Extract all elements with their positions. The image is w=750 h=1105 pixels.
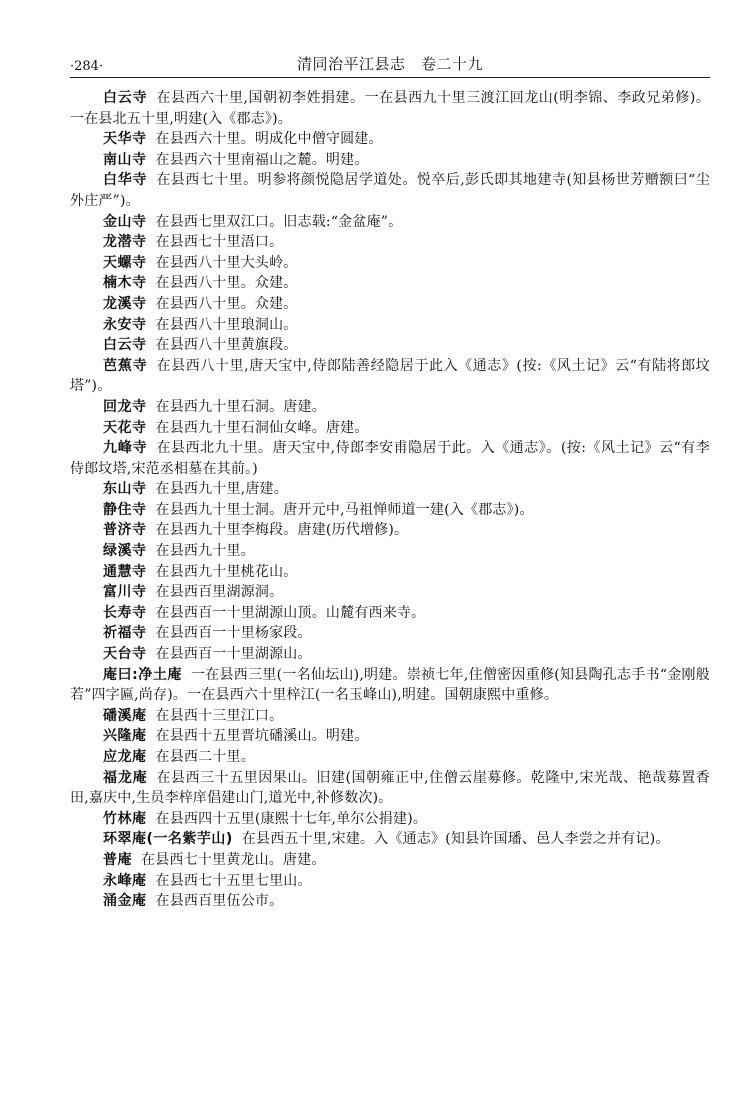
temple-description: 在县西四十五里(康熙十七年,单尔公捐建)。 xyxy=(155,810,428,827)
temple-name: 环翠庵(一名紫芋山) xyxy=(103,831,233,848)
temple-entry xyxy=(70,665,710,706)
temple-entry xyxy=(70,397,710,418)
temple-name: 祈福寺 xyxy=(103,625,147,642)
temple-entry xyxy=(70,170,710,211)
temple-entry xyxy=(70,768,710,809)
temple-name: 涌金庵 xyxy=(103,893,147,910)
temple-description: 在县西百一十里湖源山。 xyxy=(155,646,312,663)
temple-description: 在县西九十里桃花山。 xyxy=(155,563,298,580)
page-number: ·284· xyxy=(70,59,104,74)
temple-description: 在县西十三里江口。 xyxy=(155,707,284,724)
temple-entry xyxy=(70,871,710,892)
temple-name: 福龙庵 xyxy=(103,769,148,786)
temple-entry xyxy=(70,232,710,253)
temple-entry xyxy=(70,582,710,603)
temple-name: 永峰庵 xyxy=(103,872,147,889)
temple-entry xyxy=(70,747,710,768)
temple-entry xyxy=(70,623,710,644)
temple-description: 在县西百里伍公市。 xyxy=(155,893,284,910)
temple-name: 东山寺 xyxy=(103,481,147,498)
temple-description: 在县西七十里浯口。 xyxy=(155,234,284,251)
temple-name: 普济寺 xyxy=(103,522,147,539)
temple-name: 南山寺 xyxy=(103,151,147,168)
temple-name: 白云寺 xyxy=(103,337,147,354)
temple-description: 在县西百一十里杨家段。 xyxy=(155,625,312,642)
temple-description: 在县西十五里晋坑磻溪山。明建。 xyxy=(155,728,369,745)
temple-entry xyxy=(70,438,710,479)
temple-name: 回龙寺 xyxy=(103,398,147,415)
temple-entry xyxy=(70,479,710,500)
temple-description: 在县西九十里石洞。唐建。 xyxy=(155,398,326,415)
temple-description: 在县西七里双江口。旧志载:“金盆庵”。 xyxy=(155,213,403,230)
temple-name: 天花寺 xyxy=(103,419,147,436)
temple-entry xyxy=(70,253,710,274)
temple-name: 金山寺 xyxy=(103,213,147,230)
temple-description: 在县西八十里。众建。 xyxy=(155,295,298,312)
temple-name: 龙潜寺 xyxy=(103,234,147,251)
temple-entry xyxy=(70,726,710,747)
temple-description: 在县西三十五里因果山。旧建(国朝雍正中,住僧云崖募修。乾隆中,宋光哉、艳哉募置香田,嘉庆中,生员李梓庠倡建山门,道光中,补修数次)。 xyxy=(70,769,710,807)
running-title: 清同治平江县志 卷二十九 xyxy=(296,55,483,73)
temple-name: 磻溪庵 xyxy=(103,707,147,724)
temple-name: 竹林庵 xyxy=(103,810,147,827)
temple-entry-list xyxy=(70,88,710,912)
temple-description: 一在县西三里(一名仙坛山),明建。崇祯七年,住僧密因重修(知县陶孔志手书“金刚般若”四字匾,尚存)。一在县西六十里梓江(一名玉峰山),明建。国朝康熙中重修。 xyxy=(70,666,710,704)
temple-description: 在县西七十里。明参将颜悦隐居学道处。悦卒后,彭氏即其地建寺(知县杨世芳赠额曰“尘外庄严”)。 xyxy=(70,172,711,209)
temple-description: 在县西六十里。明成化中僧守圆建。 xyxy=(155,131,383,148)
temple-entry xyxy=(70,335,710,356)
header-rule xyxy=(70,77,710,78)
temple-description: 在县西九十里。 xyxy=(155,543,255,560)
temple-entry xyxy=(70,418,710,439)
temple-description: 在县西九十里李梅段。唐建(历代增修)。 xyxy=(155,522,409,539)
temple-entry xyxy=(70,273,710,294)
temple-name: 芭蕉寺 xyxy=(103,357,148,374)
temple-name: 天台寺 xyxy=(103,646,147,663)
temple-entry xyxy=(70,150,710,171)
temple-description: 在县西六十里南福山之麓。明建。 xyxy=(155,151,369,168)
temple-entry xyxy=(70,129,710,150)
temple-name: 九峰寺 xyxy=(103,440,148,457)
temple-description: 在县西八十里琅洞山。 xyxy=(155,316,298,333)
temple-name: 兴隆庵 xyxy=(103,728,147,745)
temple-entry xyxy=(70,603,710,624)
temple-entry xyxy=(70,315,710,336)
temple-description: 在县西北九十里。唐天宝中,侍郎李安甫隐居于此。入《通志》。(按:《风土记》云“有李侍郎坟塔,宋范丞相墓在其前。) xyxy=(70,440,711,477)
temple-description: 在县西八十里。众建。 xyxy=(155,275,298,292)
temple-name: 天螺寺 xyxy=(103,254,147,271)
temple-description: 在县西九十里石洞仙女峰。唐建。 xyxy=(155,419,369,436)
temple-entry xyxy=(70,500,710,521)
page-header xyxy=(70,50,710,74)
temple-name: 白华寺 xyxy=(103,172,148,189)
temple-entry xyxy=(70,891,710,912)
temple-description: 在县西八十里黄旗段。 xyxy=(155,337,298,354)
temple-name: 天华寺 xyxy=(103,131,147,148)
temple-description: 在县西二十里。 xyxy=(155,749,255,765)
temple-entry xyxy=(70,706,710,727)
temple-description: 在县西七十里黄龙山。唐建。 xyxy=(141,851,326,868)
temple-entry xyxy=(70,809,710,830)
temple-name: 长寿寺 xyxy=(103,604,147,621)
temple-name: 绿溪寺 xyxy=(103,543,147,560)
temple-name: 楠木寺 xyxy=(103,275,147,292)
temple-entry xyxy=(70,829,710,850)
temple-name: 富川寺 xyxy=(103,584,147,601)
temple-name: 通慧寺 xyxy=(103,563,147,580)
temple-entry xyxy=(70,294,710,315)
temple-description: 在县西百里湖源洞。 xyxy=(155,584,284,601)
temple-entry xyxy=(70,356,710,397)
temple-name: 永安寺 xyxy=(103,316,147,333)
temple-name: 龙溪寺 xyxy=(103,295,147,312)
temple-description: 在县西五十里,宋建。入《通志》(知县许国璠、邑人李尝之并有记)。 xyxy=(241,831,670,848)
temple-description: 在县西百一十里湖源山顶。山麓有西来寺。 xyxy=(155,604,426,621)
temple-description: 在县西六十里,国朝初李姓捐建。一在县西九十里三渡江回龙山(明李锦、李政兄弟修)。一在县北五十里,明建(入《郡志》)。 xyxy=(70,90,710,127)
temple-description: 在县西九十里士洞。唐开元中,马祖惮师道一建(入《郡志》)。 xyxy=(155,501,534,518)
temple-entry xyxy=(70,562,710,583)
temple-description: 在县西七十五里七里山。 xyxy=(155,872,312,889)
temple-name: 白云寺 xyxy=(103,90,148,106)
temple-entry xyxy=(70,850,710,871)
temple-description: 在县西八十里,唐天宝中,侍郎陆善经隐居于此入《通志》(按:《风土记》云“有陆将郎坟塔”)。 xyxy=(70,357,711,395)
temple-name: 庵曰:净土庵 xyxy=(103,666,182,683)
temple-description: 在县西九十里,唐建。 xyxy=(155,481,288,498)
temple-entry xyxy=(70,520,710,541)
temple-name: 普庵 xyxy=(103,851,132,868)
temple-description: 在县西八十里大头岭。 xyxy=(155,254,298,271)
temple-entry xyxy=(70,88,710,129)
temple-entry xyxy=(70,212,710,233)
temple-name: 静住寺 xyxy=(103,501,147,518)
temple-entry xyxy=(70,541,710,562)
temple-entry xyxy=(70,644,710,665)
temple-name: 应龙庵 xyxy=(103,749,147,765)
